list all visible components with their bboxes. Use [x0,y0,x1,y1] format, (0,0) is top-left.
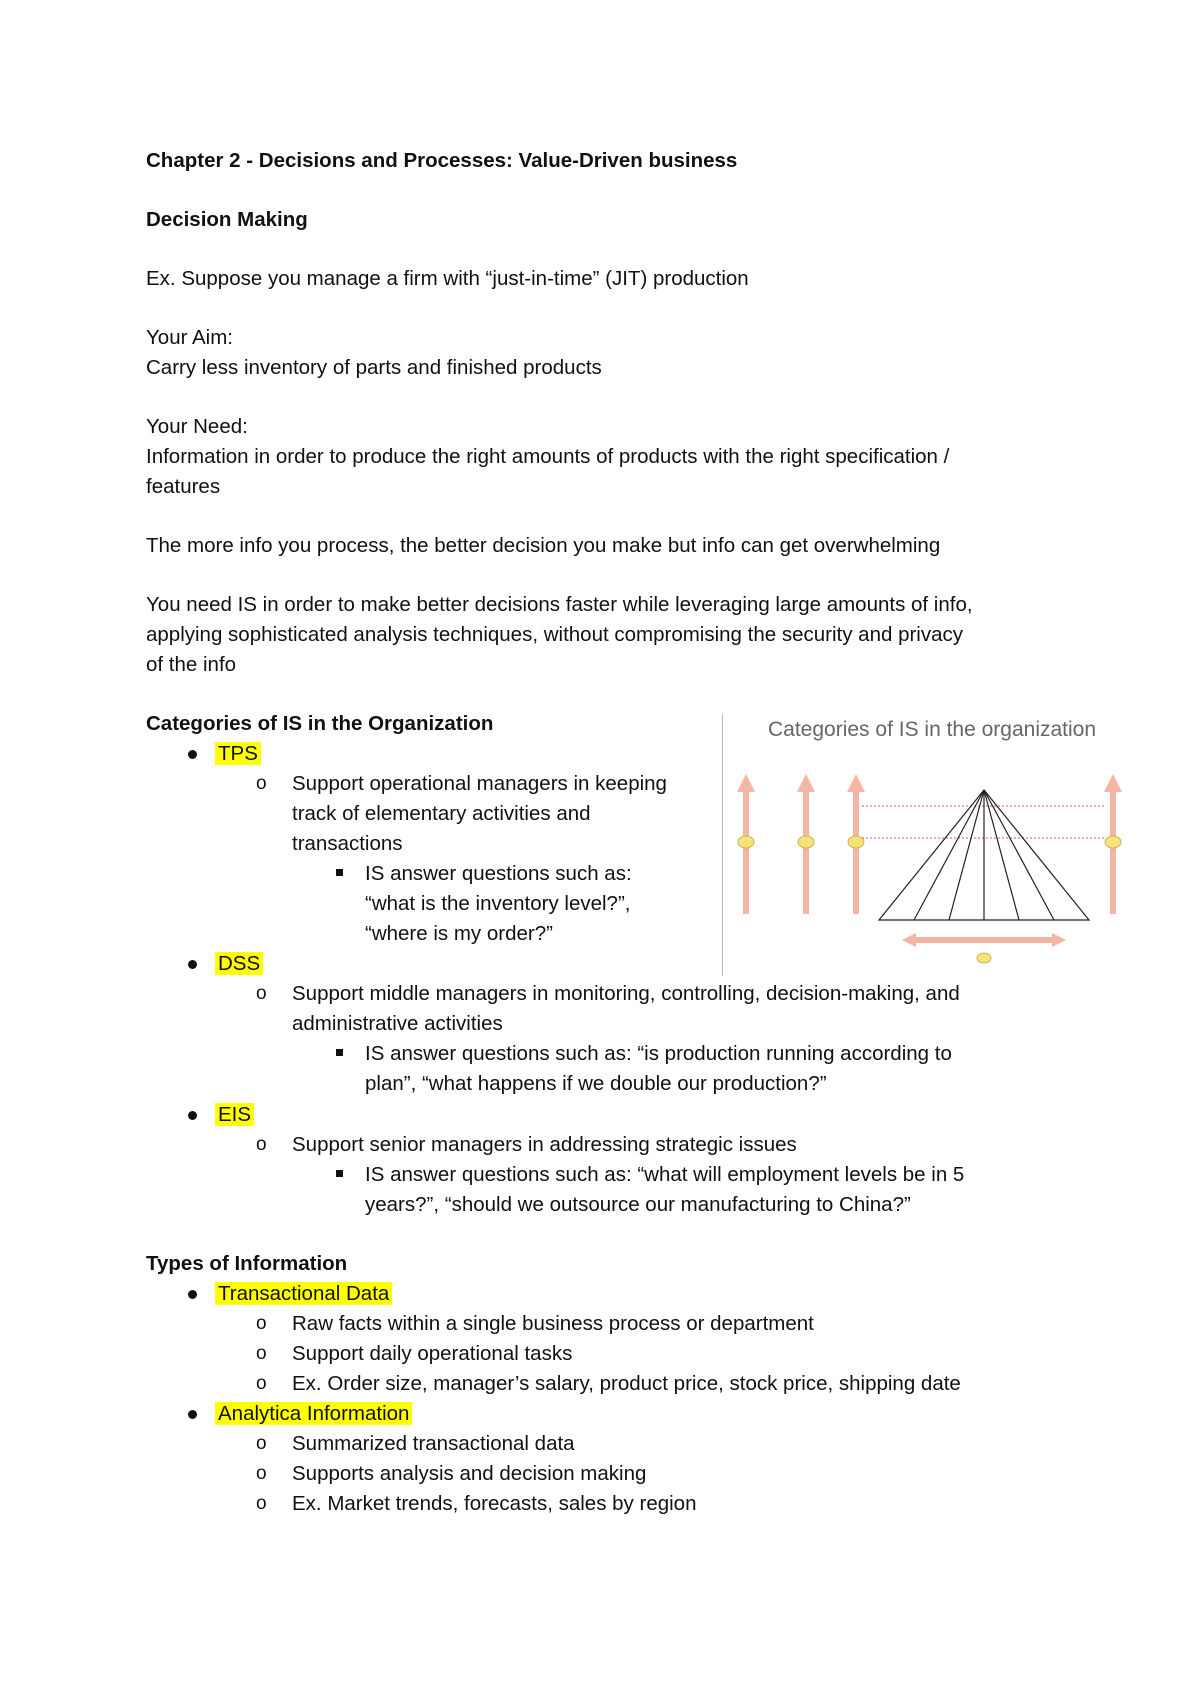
decision-making-heading: Decision Making [146,208,308,231]
circle-bullet-icon: o [256,773,267,794]
need-text-line1: Information in order to produce the right amounts of products with the right specification / [146,445,950,468]
transactional-item: Ex. Order size, manager’s salary, product price, stock price, shipping date [292,1372,961,1395]
categories-heading: Categories of IS in the Organization [146,712,494,735]
analytical-label: Analytica Information [215,1399,412,1429]
is-text-line2: applying sophisticated analysis techniques, without compromising the security and privacy [146,623,964,646]
circle-bullet-icon: o [256,1343,267,1364]
tps-question-line1: IS answer questions such as: [365,862,632,885]
circle-bullet-icon: o [256,1433,267,1454]
double-arrow-icon [902,933,1066,947]
is-text-line3: of the info [146,653,237,676]
bullet-dot-icon [188,1290,197,1299]
need-label: Your Need: [146,415,248,438]
dss-question-line1: IS answer questions such as: “is production running according to [365,1042,952,1065]
eis-label: EIS [215,1100,254,1130]
circle-bullet-icon: o [256,1373,267,1394]
eis-desc-line1: Support senior managers in addressing strategic issues [292,1133,797,1156]
transactional-item: Support daily operational tasks [292,1342,573,1365]
is-text-line1: You need IS in order to make better decisions faster while leveraging large amounts of info, [146,593,973,616]
analytical-item: Summarized transactional data [292,1432,575,1455]
pyramid-diagram [722,714,1130,976]
dss-desc-line2: administrative activities [292,1012,503,1035]
tps-label: TPS [215,739,261,769]
dss-question-line2: plan”, “what happens if we double our production?” [365,1072,827,1095]
figure-title: Categories of IS in the organization [768,718,1097,741]
tps-desc-line3: transactions [292,832,403,855]
page-title: Chapter 2 - Decisions and Processes: Value-Driven business [146,149,738,172]
bullet-dot-icon [188,1111,197,1120]
is-categories-figure [722,714,1130,976]
tps-question-line3: “where is my order?” [365,922,553,945]
analytical-item: Supports analysis and decision making [292,1462,647,1485]
tps-desc-line1: Support operational managers in keeping [292,772,667,795]
aim-label: Your Aim: [146,326,233,349]
tps-desc-line2: track of elementary activities and [292,802,591,825]
need-text-line2: features [146,475,221,498]
dss-label: DSS [215,949,263,979]
circle-bullet-icon: o [256,1313,267,1334]
more-info-text: The more info you process, the better decision you make but info can get overwhelming [146,534,941,557]
types-heading: Types of Information [146,1252,348,1275]
bullet-dot-icon [188,750,197,759]
circle-bullet-icon: o [256,1463,267,1484]
jit-example: Ex. Suppose you manage a firm with “just-in-time” (JIT) production [146,267,749,290]
square-bullet-icon [336,1049,343,1056]
circle-bullet-icon: o [256,1493,267,1514]
eis-question-line2: years?”, “should we outsource our manufacturing to China?” [365,1193,911,1216]
transactional-label: Transactional Data [215,1279,392,1309]
dss-desc-line1: Support middle managers in monitoring, controlling, decision-making, and [292,982,960,1005]
square-bullet-icon [336,869,343,876]
square-bullet-icon [336,1170,343,1177]
analytical-item: Ex. Market trends, forecasts, sales by region [292,1492,697,1515]
eis-question-line1: IS answer questions such as: “what will employment levels be in 5 [365,1163,965,1186]
aim-text: Carry less inventory of parts and finished products [146,356,602,379]
bullet-dot-icon [188,960,197,969]
tps-question-line2: “what is the inventory level?”, [365,892,631,915]
circle-bullet-icon: o [256,983,267,1004]
bullet-dot-icon [188,1410,197,1419]
circle-bullet-icon: o [256,1134,267,1155]
transactional-item: Raw facts within a single business process or department [292,1312,814,1335]
